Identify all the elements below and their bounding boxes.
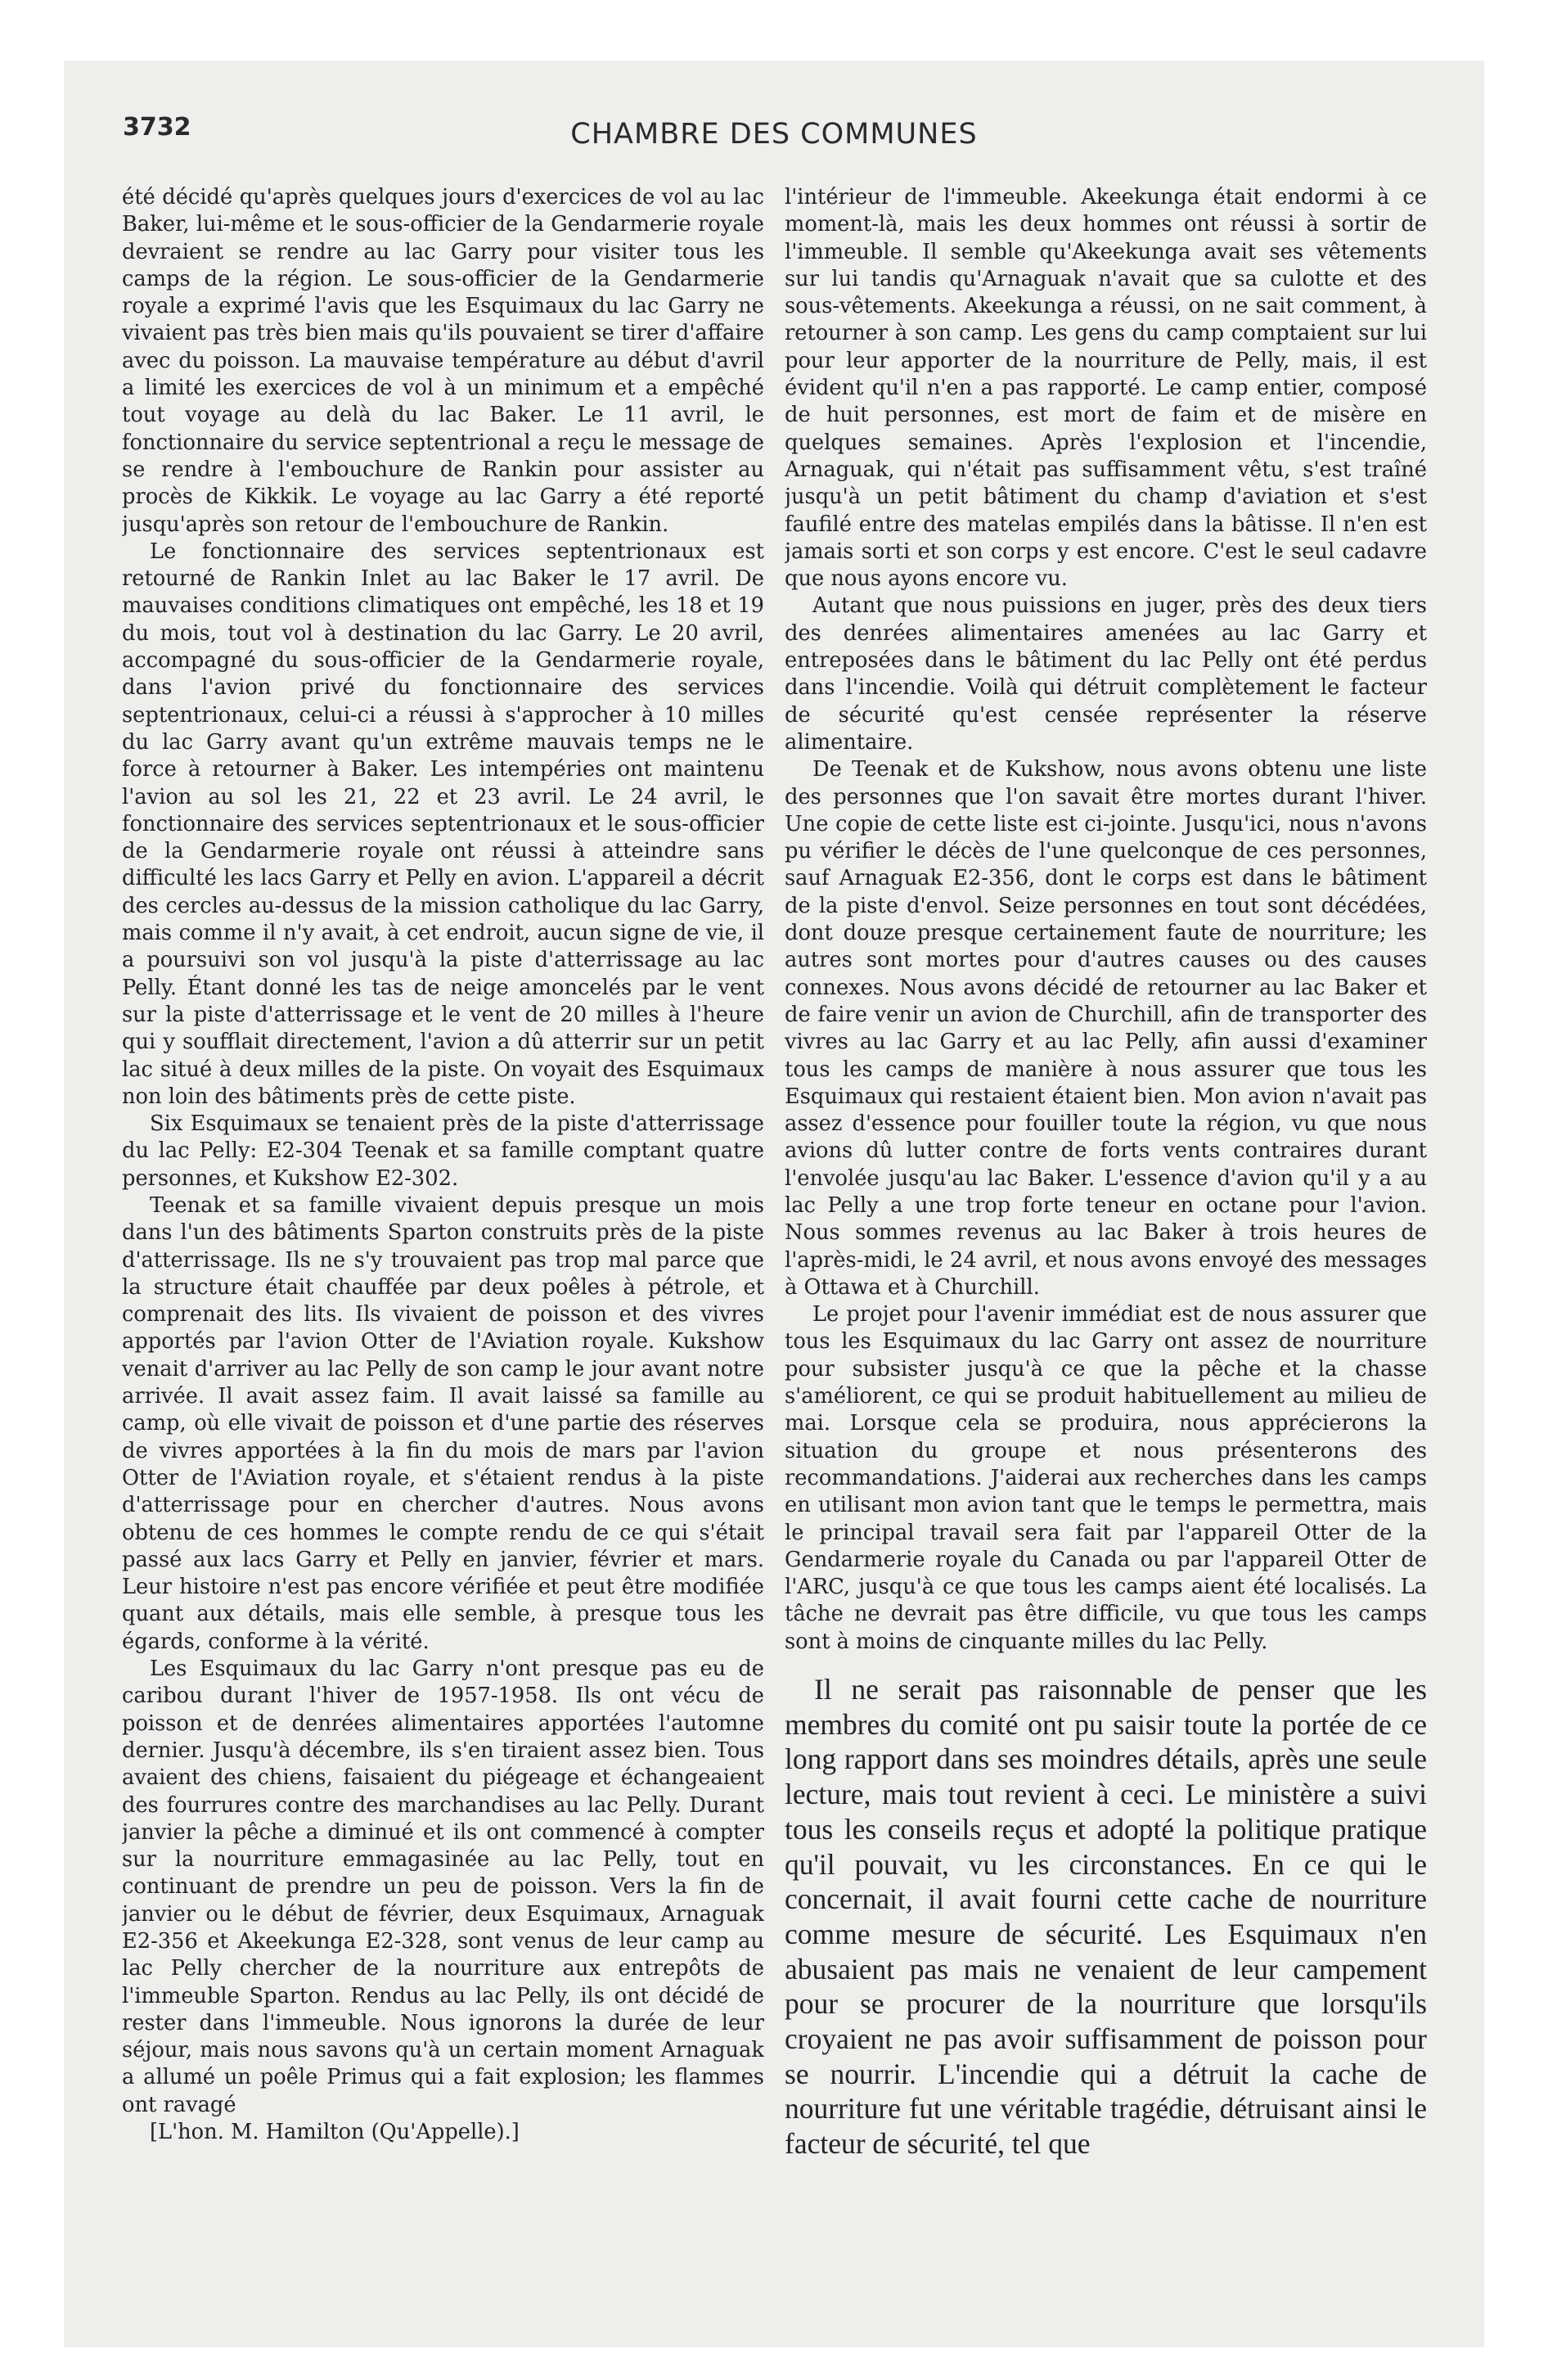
paragraph: Les Esquimaux du lac Garry n'ont presque pas eu de caribou durant l'hiver de 1957-1958. Ils ont vécu de poisson et de denrées alimentaires apportées l'automne dernier. Jusqu'à décembre, ils s'en tiraient assez bien. Tous avaient des chiens, faisaient du piégeage et échangeaient des fourrures contre des marchandises au lac Pelly. Durant janvier la pêche a diminué et ils ont commencé à compter sur la nourriture emmagasinée au lac Pelly, tout en continuant de prendre un peu de poisson. Vers la fin de janvier ou le début de février, deux Esquimaux, Arnaguak E2-356 et Akeekunga E2-328, sont venus de leur camp au lac Pelly chercher de la nourriture aux entrepôts de l'immeuble Sparton. Rendus au lac Pelly, ils ont décidé de rester dans l'immeuble. Nous ignorons la durée de leur séjour, mais nous savons qu'à un certain moment Arnaguak a allumé un poêle Primus qui a fait explosion; les flammes ont ravagé [122, 1657, 764, 2117]
paragraph: Autant que nous puissions en juger, près des deux tiers des denrées alimentaires amenées au lac Garry et entreposées dans le bâtiment du lac Pelly ont été perdus dans l'incendie. Voilà qui détruit complètement le facteur de sécurité qu'est censée représenter la réserve alimentaire. [785, 593, 1427, 755]
paragraph: été décidé qu'après quelques jours d'exercices de vol au lac Baker, lui-même et le sous-officier de la Gendarmerie royale devraient se rendre au lac Garry pour visiter tous les camps de la région. Le sous-officier de la Gendarmerie royale a exprimé l'avis que les Esquimaux du lac Garry ne vivaient pas très bien mais qu'ils pouvaient se tirer d'affaire avec du poisson. La mauvaise température au début d'avril a limité les exercices de vol à un minimum et a empêché tout voyage au delà du lac Baker. Le 11 avril, le fonctionnaire du service septentrional a reçu le message de se rendre à l'embouchure de Rankin pour assister au procès de Kikkik. Le voyage au lac Garry a été reporté jusqu'après son retour de l'embouchure de Rankin. [122, 185, 764, 537]
hansard-page [64, 61, 1484, 2347]
paragraph: De Teenak et de Kukshow, nous avons obtenu une liste des personnes que l'on savait être mortes durant l'hiver. Une copie de cette liste est ci-jointe. Jusqu'ici, nous n'avons pu vérifier le décès de l'une quelconque de ces personnes, sauf Arnaguak E2-356, dont le corps est dans le bâtiment de la piste d'envol. Seize personnes en tout sont décédées, dont douze presque certainement faute de nourriture; les autres sont mortes pour d'autres causes ou des causes connexes. Nous avons décidé de retourner au lac Baker et de faire venir un avion de Churchill, afin de transporter des vivres au lac Garry et au lac Pelly, afin aussi d'examiner tous les camps de manière à nous assurer que tous les Esquimaux qui restaient étaient bien. Mon avion n'avait pas assez d'essence pour fouiller toute la région, vu que nous avions dû lutter contre de forts vents contraires durant l'envolée jusqu'au lac Baker. L'essence d'avion qu'il y a au lac Pelly a une trop forte teneur en octane pour l'avion. Nous sommes revenus au lac Baker à trois heures de l'après-midi, le 24 avril, et nous avons envoyé des messages à Ottawa et à Churchill. [785, 757, 1427, 1300]
statement-paragraph: Il ne serait pas raisonnable de penser que les membres du comité ont pu saisir toute la portée de ce long rapport dans ses moindres détails, après une seule lecture, mais tout revient à ceci. Le ministère a suivi tous les conseils reçus et adopté la politique pratique qu'il pouvait, vu les circonstances. En ce qui le concernait, il avait fourni cette cache de nourriture comme mesure de sécurité. Les Esquimaux n'en abusaient pas mais ne venaient de leur campement pour se procurer de la nourriture que lorsqu'ils croyaient ne pas avoir suffisamment de poisson pour se nourrir. L'incendie qui a détruit la cache de nourriture fut une véritable tragédie, détruisant ainsi le facteur de sécurité, tel que [785, 1673, 1427, 2161]
left-column [122, 184, 764, 2279]
ministerial-statement [785, 1672, 1427, 2161]
paragraph: l'intérieur de l'immeuble. Akeekunga était endormi à ce moment-là, mais les deux hommes ont réussi à sortir de l'immeuble. Il semble qu'Akeekunga avait ses vêtements sur lui tandis qu'Arnaguak n'avait que sa culotte et des sous-vêtements. Akeekunga a réussi, on ne sait comment, à retourner à son camp. Les gens du camp comptaient sur lui pour leur apporter de la nourriture de Pelly, mais, il est évident qu'il n'en a pas rapporté. Le camp entier, composé de huit personnes, est mort de faim et de misère en quelques semaines. Après l'explosion et l'incendie, Arnaguak, qui n'était pas suffisamment vêtu, s'est traîné jusqu'à un petit bâtiment du champ d'aviation et s'est faufilé entre des matelas empilés dans la bâtisse. Il n'en est jamais sorti et son corps y est encore. C'est le seul cadavre que nous ayons encore vu. [785, 185, 1427, 592]
page-number: 3732 [123, 113, 191, 142]
right-column [785, 184, 1427, 2279]
paragraph: Teenak et sa famille vivaient depuis presque un mois dans l'un des bâtiments Sparton construits près de la piste d'atterrissage. Ils ne s'y trouvaient pas trop mal parce que la structure était chauffée par deux poêles à pétrole, et comprenait des lits. Ils vivaient de poisson et des vivres apportés par l'avion Otter de l'Aviation royale. Kukshow venait d'arriver au lac Pelly de son camp le jour avant notre arrivée. Il avait assez faim. Il avait laissé sa famille au camp, où elle vivait de poisson et d'une partie des réserves de vivres apportées à la fin du mois de mars par l'avion Otter de l'Aviation royale, et s'étaient rendus à la piste d'atterrissage pour en chercher d'autres. Nous avons obtenu de ces hommes le compte rendu de ce qui s'était passé aux lacs Garry et Pelly en janvier, février et mars. Leur histoire n'est pas encore vérifiée et peut être modifiée quant aux détails, mais elle semble, à presque tous les égards, conforme à la vérité. [122, 1192, 764, 1654]
paragraph: Le projet pour l'avenir immédiat est de nous assurer que tous les Esquimaux du lac Garry ont assez de nourriture pour subsister jusqu'à ce que la pêche et la chasse s'améliorent, ce qui se produit habituellement au milieu de mai. Lorsque cela se produira, nous apprécierons la situation du groupe et nous présenterons des recommandations. J'aiderai aux recherches dans les camps en utilisant mon avion tant que le temps le permettra, mais le principal travail sera fait par l'appareil Otter de la Gendarmerie royale du Canada ou par l'appareil Otter de l'ARC, jusqu'à ce que tous les camps aient été localisés. La tâche ne devrait pas être difficile, vu que tous les camps sont à moins de cinquante milles du lac Pelly. [785, 1302, 1427, 1654]
paragraph: Le fonctionnaire des services septentrionaux est retourné de Rankin Inlet au lac Baker le 17 avril. De mauvaises conditions climatiques ont empêché, les 18 et 19 du mois, tout vol à destination du lac Garry. Le 20 avril, accompagné du sous-officier de la Gendarmerie royale, dans l'avion privé du fonctionnaire des services septentrionaux, celui-ci a réussi à s'approcher à 10 milles du lac Garry avant qu'un extrême mauvais temps ne le force à retourner à Baker. Les intempéries ont maintenu l'avion au sol les 21, 22 et 23 avril. Le 24 avril, le fonctionnaire des services septentrionaux et le sous-officier de la Gendarmerie royale ont réussi à atteindre sans difficulté les lacs Garry et Pelly en avion. L'appareil a décrit des cercles au-dessus de la mission catholique du lac Garry, mais comme il n'y avait, à cet endroit, aucun signe de vie, il a poursuivi son vol jusqu'à la piste d'atterrissage au lac Pelly. Étant donné les tas de neige amoncelés par le vent sur la piste d'atterrissage et le vent de 20 milles à l'heure qui y soufflait directement, l'avion a dû atterrir sur un petit lac situé à deux milles de la piste. On voyait des Esquimaux non loin des bâtiments près de cette piste. [122, 539, 764, 1109]
running-title: CHAMBRE DES COMMUNES [570, 118, 978, 151]
speaker-attribution: [L'hon. M. Hamilton (Qu'Appelle).] [150, 2120, 520, 2145]
paragraph: Six Esquimaux se tenaient près de la piste d'atterrissage du lac Pelly: E2-304 Teenak et sa famille comptant quatre personnes, et Kukshow E2-302. [122, 1111, 764, 1191]
